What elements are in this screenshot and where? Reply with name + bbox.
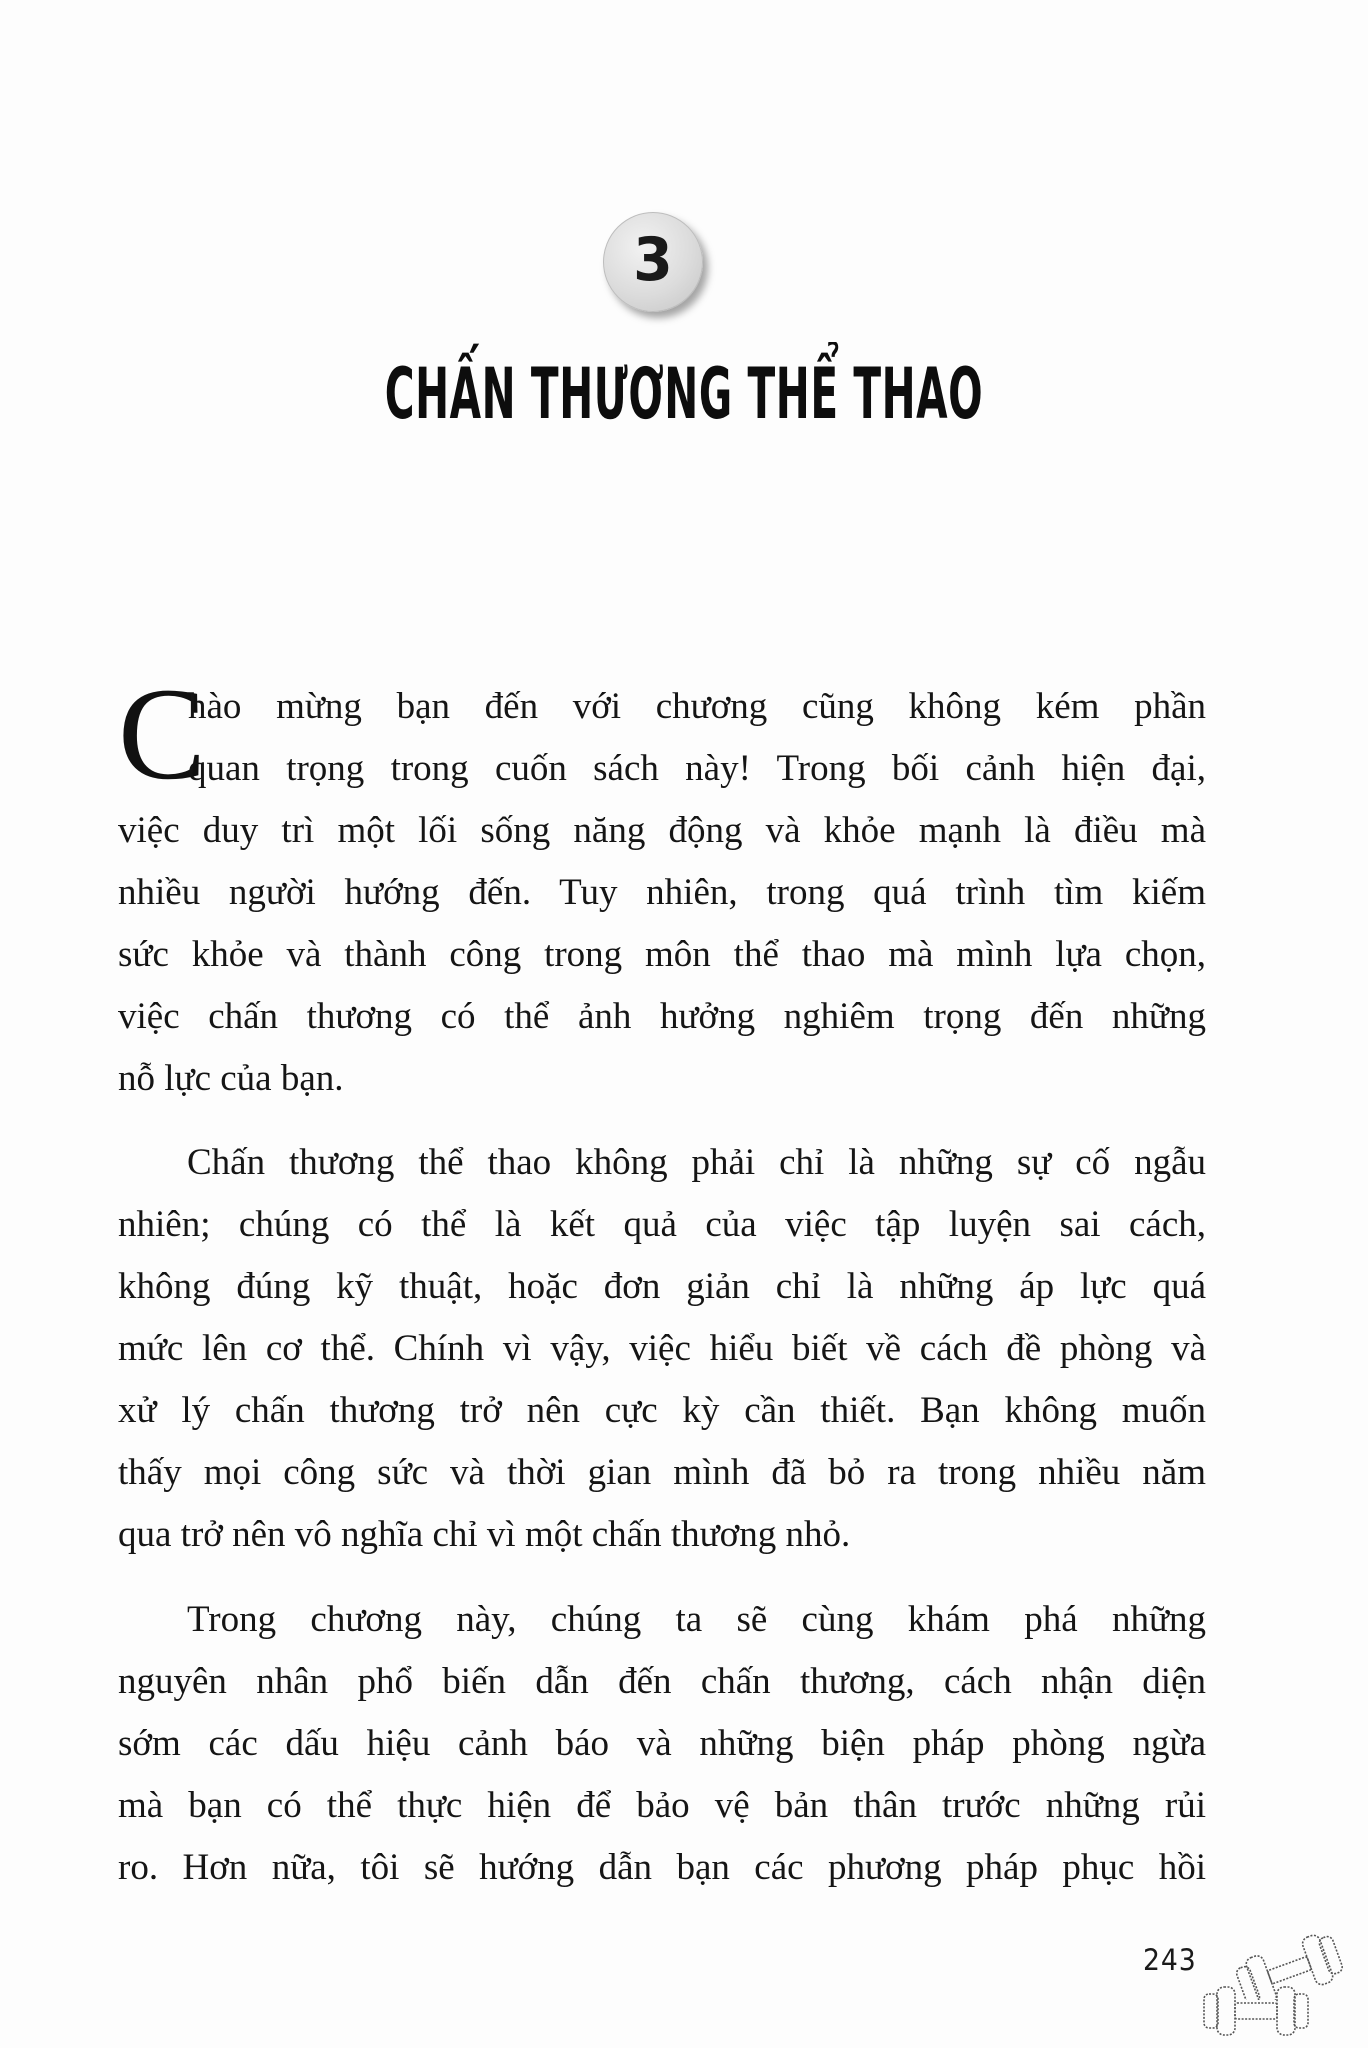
- text-line: không đúng kỹ thuật, hoặc đơn giản chỉ là những áp lực quá: [118, 1266, 1206, 1307]
- text-line: Chấn thương thể thao không phải chỉ là những sự cố ngẫu: [187, 1142, 1206, 1183]
- drop-cap: C: [118, 660, 207, 807]
- chapter-title: [0, 352, 1368, 436]
- text-line: qua trở nên vô nghĩa chỉ vì một chấn thương nhỏ.: [118, 1514, 851, 1555]
- text-line: xử lý chấn thương trở nên cực kỳ cần thiết. Bạn không muốn: [118, 1390, 1206, 1431]
- page-number: 243: [1143, 1943, 1197, 1977]
- text-line: sức khỏe và thành công trong môn thể thao mà mình lựa chọn,: [118, 934, 1206, 975]
- text-line: mà bạn có thể thực hiện để bảo vệ bản thân trước những rủi: [118, 1785, 1206, 1826]
- text-line: quan trọng trong cuốn sách này! Trong bối cảnh hiện đại,: [188, 748, 1206, 789]
- text-line: nhiên; chúng có thể là kết quả của việc tập luyện sai cách,: [118, 1204, 1206, 1245]
- text-line: sớm các dấu hiệu cảnh báo và những biện pháp phòng ngừa: [118, 1723, 1206, 1764]
- text-line: việc chấn thương có thể ảnh hưởng nghiêm trọng đến những: [118, 996, 1206, 1037]
- text-line: nỗ lực của bạn.: [118, 1058, 344, 1099]
- text-line: thấy mọi công sức và thời gian mình đã bỏ ra trong nhiều năm: [118, 1452, 1206, 1493]
- text-line: hào mừng bạn đến với chương cũng không kém phần: [188, 686, 1206, 727]
- text-line: việc duy trì một lối sống năng động và khỏe mạnh là điều mà: [118, 810, 1206, 851]
- text-line: nguyên nhân phổ biến dẫn đến chấn thương, cách nhận diện: [118, 1661, 1206, 1702]
- chapter-number: 3: [633, 225, 673, 295]
- text-line: nhiều người hướng đến. Tuy nhiên, trong quá trình tìm kiếm: [118, 872, 1206, 913]
- text-line: ro. Hơn nữa, tôi sẽ hướng dẫn bạn các phương pháp phục hồi: [118, 1847, 1206, 1888]
- chapter-number-badge: [603, 212, 703, 312]
- text-line: Trong chương này, chúng ta sẽ cùng khám phá những: [187, 1599, 1206, 1640]
- dumbbell-icon: [1202, 1985, 1310, 2037]
- text-line: mức lên cơ thể. Chính vì vậy, việc hiểu biết về cách đề phòng và: [118, 1328, 1206, 1369]
- chapter-title-text: CHẤN THƯƠNG THỂ THAO: [384, 353, 984, 435]
